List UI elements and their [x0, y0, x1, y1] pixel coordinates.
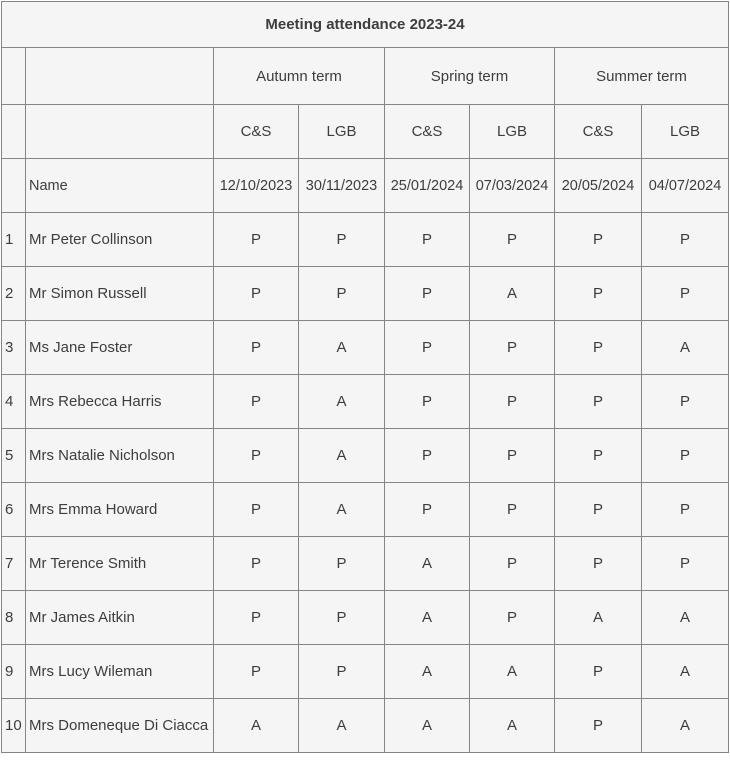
meeting-type-header: LGB [642, 105, 729, 159]
attendance-cell: A [385, 537, 470, 591]
title-row [2, 2, 729, 48]
attendance-table [1, 1, 729, 753]
attendance-cell: P [470, 483, 555, 537]
table-row [2, 537, 729, 591]
attendance-cell: P [299, 213, 385, 267]
empty-number-cell [2, 105, 26, 159]
meeting-date-header: 20/05/2024 [555, 159, 642, 213]
row-number: 1 [2, 213, 26, 267]
empty-number-cell [2, 159, 26, 213]
member-name: Mr Terence Smith [26, 537, 214, 591]
attendance-cell: A [642, 699, 729, 753]
empty-name-cell [26, 48, 214, 105]
table-row [2, 429, 729, 483]
member-name: Mr Peter Collinson [26, 213, 214, 267]
meeting-type-header: C&S [385, 105, 470, 159]
attendance-cell: P [299, 267, 385, 321]
attendance-cell: P [470, 375, 555, 429]
attendance-cell: A [470, 267, 555, 321]
attendance-cell: P [470, 213, 555, 267]
name-column-header: Name [26, 159, 214, 213]
table-title: Meeting attendance 2023-24 [2, 2, 729, 48]
meeting-type-header: LGB [470, 105, 555, 159]
attendance-cell: P [555, 699, 642, 753]
attendance-cell: A [385, 591, 470, 645]
attendance-cell: P [470, 591, 555, 645]
table-row [2, 591, 729, 645]
meeting-type-header: LGB [299, 105, 385, 159]
attendance-cell: P [385, 267, 470, 321]
attendance-cell: P [214, 429, 299, 483]
attendance-cell: P [214, 645, 299, 699]
row-number: 5 [2, 429, 26, 483]
meeting-date-header: 07/03/2024 [470, 159, 555, 213]
attendance-cell: P [214, 267, 299, 321]
attendance-cell: P [555, 267, 642, 321]
row-number: 8 [2, 591, 26, 645]
table-row [2, 483, 729, 537]
table-row [2, 699, 729, 753]
attendance-cell: P [214, 213, 299, 267]
attendance-cell: A [555, 591, 642, 645]
member-name: Mrs Lucy Wileman [26, 645, 214, 699]
meeting-date-header: 04/07/2024 [642, 159, 729, 213]
dates-header-row [2, 159, 729, 213]
attendance-cell: A [642, 591, 729, 645]
attendance-rows [2, 213, 729, 753]
attendance-cell: P [642, 267, 729, 321]
attendance-cell: P [555, 375, 642, 429]
meeting-date-header: 12/10/2023 [214, 159, 299, 213]
attendance-cell: P [470, 429, 555, 483]
attendance-cell: A [642, 321, 729, 375]
table-row [2, 645, 729, 699]
attendance-cell: P [555, 321, 642, 375]
empty-name-cell [26, 105, 214, 159]
meeting-date-header: 30/11/2023 [299, 159, 385, 213]
attendance-cell: P [299, 645, 385, 699]
row-number: 3 [2, 321, 26, 375]
attendance-cell: P [214, 537, 299, 591]
attendance-cell: P [555, 645, 642, 699]
meeting-type-header-row [2, 105, 729, 159]
attendance-cell: P [642, 483, 729, 537]
attendance-cell: P [385, 483, 470, 537]
attendance-cell: A [385, 699, 470, 753]
member-name: Mrs Domeneque Di Ciacca [26, 699, 214, 753]
row-number: 7 [2, 537, 26, 591]
row-number: 4 [2, 375, 26, 429]
attendance-cell: A [299, 321, 385, 375]
table-row [2, 375, 729, 429]
row-number: 9 [2, 645, 26, 699]
member-name: Mr James Aitkin [26, 591, 214, 645]
term-header-autumn: Autumn term [214, 48, 385, 105]
member-name: Mrs Rebecca Harris [26, 375, 214, 429]
terms-header-row [2, 48, 729, 105]
attendance-cell: P [642, 537, 729, 591]
attendance-cell: P [555, 537, 642, 591]
term-header-spring: Spring term [385, 48, 555, 105]
attendance-cell: P [642, 429, 729, 483]
member-name: Mr Simon Russell [26, 267, 214, 321]
attendance-cell: A [299, 375, 385, 429]
empty-number-cell [2, 48, 26, 105]
attendance-cell: P [214, 375, 299, 429]
member-name: Ms Jane Foster [26, 321, 214, 375]
meeting-date-header: 25/01/2024 [385, 159, 470, 213]
member-name: Mrs Natalie Nicholson [26, 429, 214, 483]
attendance-cell: P [385, 429, 470, 483]
attendance-cell: P [385, 375, 470, 429]
table-row [2, 321, 729, 375]
attendance-cell: P [642, 213, 729, 267]
attendance-cell: P [385, 321, 470, 375]
table-row [2, 267, 729, 321]
attendance-cell: A [214, 699, 299, 753]
attendance-cell: P [214, 591, 299, 645]
meeting-type-header: C&S [555, 105, 642, 159]
attendance-cell: P [470, 321, 555, 375]
table-row [2, 213, 729, 267]
attendance-cell: P [299, 537, 385, 591]
row-number: 6 [2, 483, 26, 537]
attendance-cell: P [299, 591, 385, 645]
attendance-cell: A [299, 483, 385, 537]
attendance-cell: A [470, 699, 555, 753]
term-header-summer: Summer term [555, 48, 729, 105]
meeting-type-header: C&S [214, 105, 299, 159]
attendance-cell: P [555, 213, 642, 267]
attendance-cell: P [385, 213, 470, 267]
attendance-cell: A [299, 429, 385, 483]
attendance-cell: P [642, 375, 729, 429]
attendance-cell: P [470, 537, 555, 591]
attendance-cell: P [555, 429, 642, 483]
attendance-cell: A [642, 645, 729, 699]
attendance-cell: P [555, 483, 642, 537]
member-name: Mrs Emma Howard [26, 483, 214, 537]
attendance-cell: A [385, 645, 470, 699]
attendance-cell: A [299, 699, 385, 753]
attendance-cell: P [214, 483, 299, 537]
attendance-cell: A [470, 645, 555, 699]
row-number: 2 [2, 267, 26, 321]
attendance-cell: P [214, 321, 299, 375]
row-number: 10 [2, 699, 26, 753]
